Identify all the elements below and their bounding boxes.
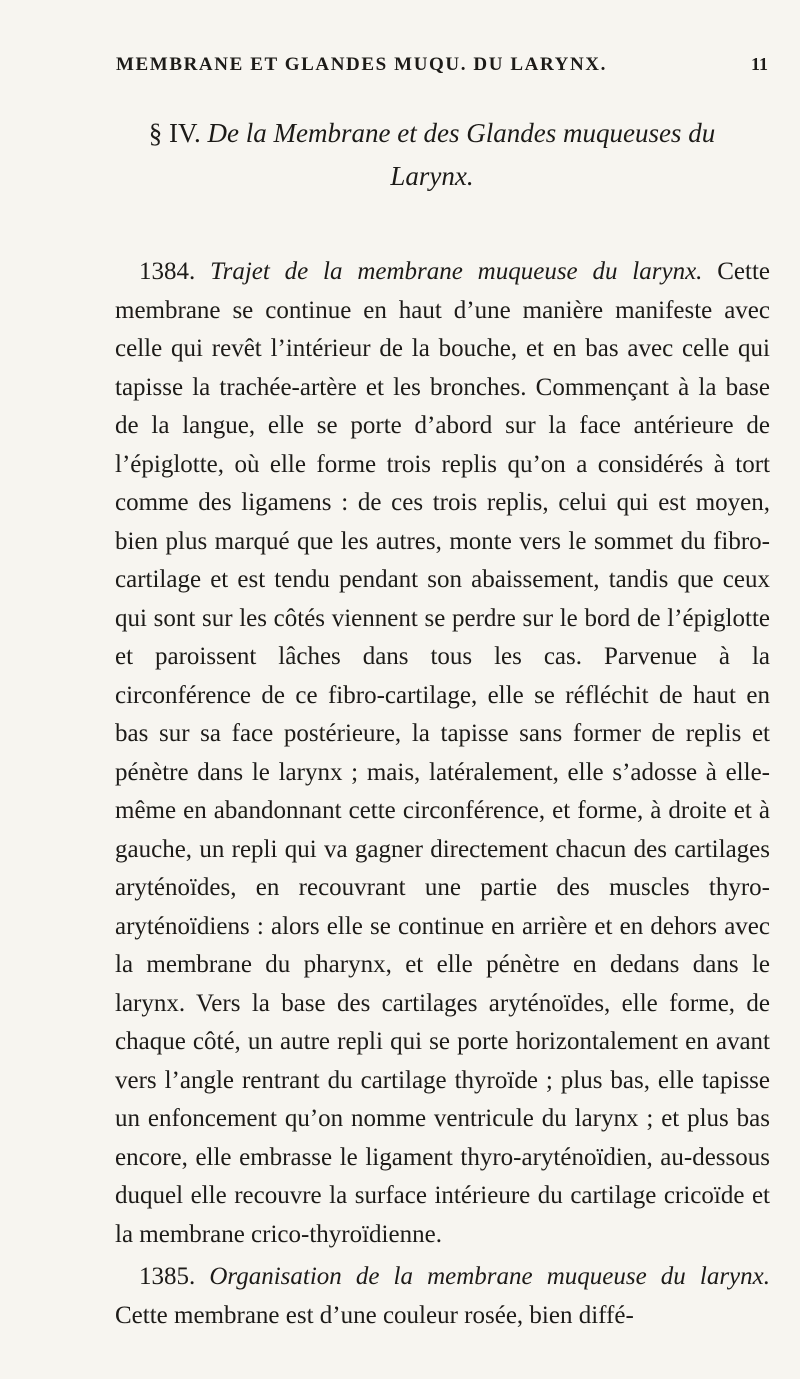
running-head xyxy=(108,54,768,80)
section-title: De la Membrane et des Glandes muqueuses du Larynx. xyxy=(207,118,716,191)
paragraph-number: 1384. xyxy=(139,258,196,285)
paragraph-title: Trajet de la membrane muqueuse du larynx. xyxy=(210,258,703,285)
paragraph-title: Organisation de la membrane muqueuse du larynx. xyxy=(209,1263,770,1290)
section-number: § IV. xyxy=(148,118,201,148)
paragraph-1384 xyxy=(115,253,770,1254)
running-title: MEMBRANE ET GLANDES MUQU. DU LARYNX. xyxy=(116,54,607,75)
paragraph-body: Cette membrane est d’une couleur rosée, bien diffé- xyxy=(115,1301,634,1329)
paragraph-number: 1385. xyxy=(139,1263,196,1290)
section-heading xyxy=(112,112,752,198)
paragraph-1385 xyxy=(115,1258,770,1335)
body-text xyxy=(115,253,770,1335)
paragraph-body: Cette membrane se continue en haut d’une manière manifeste avec celle qui revêt l’intérieur de la bouche, et en bas avec celle qui tapisse la trachée-artère et les bronches. Commençant à la base de la langue, elle se porte d’abord sur la face antérieure de l’épiglotte, où elle forme trois replis qu’on a considérés à tort comme des ligamens : de ces trois replis, celui qui est moyen, bien plus marqué que les autres, monte vers le sommet du fibro-cartilage et est tendu pendant son abaissement, tandis que ceux qui sont sur les côtés viennent se perdre sur le bord de l’épiglotte et paroissent lâches dans tous les cas. Parvenue à la circonférence de ce fibro-cartilage, elle se réfléchit de haut en bas sur sa face postérieure, la tapisse sans former de replis et pénètre dans le larynx ; mais, latéralement, elle s’adosse à elle-même en abandonnant cette circonférence, et forme, à droite et à gauche, un repli qui va gagner directement chacun des cartilages aryténoïdes, en recouvrant une partie des muscles thyro-aryténoïdiens : alors elle se continue en arrière et en dehors avec la membrane du pharynx, et elle pénètre en dedans dans le larynx. Vers la base des cartilages aryténoïdes, elle forme, de chaque côté, un autre repli qui se porte horizontalement en avant vers l’angle rentrant du cartilage thyroïde ; plus bas, elle tapisse un enfoncement qu’on nomme ventricule du larynx ; et plus bas encore, elle embrasse le ligament thyro-aryténoïdien, au-dessous duquel elle recouvre la surface intérieure du cartilage cricoïde et la membrane crico-thyroïdienne. xyxy=(115,258,771,1248)
page-number: 11 xyxy=(750,54,768,74)
